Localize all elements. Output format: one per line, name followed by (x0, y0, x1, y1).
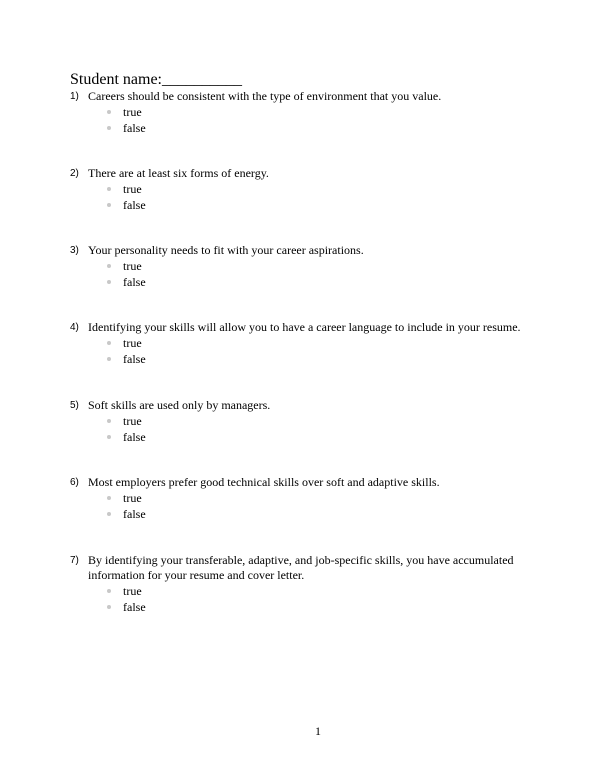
question-text: Soft skills are used only by managers. (88, 398, 271, 412)
bullet-icon (107, 357, 111, 361)
bullet-icon (107, 419, 111, 423)
question-text: By identifying your transferable, adaptive, and job-specific skills, you have accumulated information for your resume and cover letter. (88, 553, 514, 582)
bullet-icon (107, 280, 111, 284)
bullet-icon (107, 110, 111, 114)
bullet-icon (107, 203, 111, 207)
bullet-icon (107, 264, 111, 268)
option-label: false (123, 274, 146, 289)
bullet-icon (107, 187, 111, 191)
option-label: true (123, 491, 142, 505)
bullet-icon (107, 496, 111, 500)
option-false[interactable] (70, 352, 540, 368)
option-label: false (123, 599, 146, 614)
bullet-icon (107, 589, 111, 593)
option-label: false (123, 120, 146, 135)
question-number: 6) (70, 477, 79, 488)
option-false[interactable] (70, 275, 540, 291)
answer-options (70, 336, 540, 367)
option-label: false (123, 506, 146, 521)
bullet-icon (107, 435, 111, 439)
bullet-icon (107, 512, 111, 516)
answer-options (70, 491, 540, 522)
option-label: true (123, 259, 142, 273)
option-true[interactable] (70, 491, 540, 507)
answer-options (70, 259, 540, 290)
question-text: There are at least six forms of energy. (88, 166, 269, 180)
student-name-label: Student name:__________ (70, 71, 242, 88)
bullet-icon (107, 126, 111, 130)
question-1 (70, 89, 540, 136)
option-false[interactable] (70, 507, 540, 523)
question-row (70, 553, 540, 583)
option-true[interactable] (70, 182, 540, 198)
answer-options (70, 182, 540, 213)
answer-options (70, 105, 540, 136)
option-true[interactable] (70, 105, 540, 121)
bullet-icon (107, 605, 111, 609)
bullet-icon (107, 341, 111, 345)
question-2 (70, 166, 540, 213)
option-true[interactable] (70, 336, 540, 352)
option-label: false (123, 197, 146, 212)
option-true[interactable] (70, 584, 540, 600)
question-4 (70, 320, 540, 367)
question-row (70, 475, 540, 490)
option-label: true (123, 336, 142, 350)
question-row (70, 398, 540, 413)
option-false[interactable] (70, 430, 540, 446)
option-label: true (123, 105, 142, 119)
question-number: 7) (70, 555, 79, 566)
option-label: true (123, 414, 142, 428)
question-row (70, 166, 540, 181)
option-label: false (123, 351, 146, 366)
option-false[interactable] (70, 121, 540, 137)
question-text: Identifying your skills will allow you to have a career language to include in your resume. (88, 320, 521, 334)
option-false[interactable] (70, 600, 540, 616)
question-5 (70, 398, 540, 445)
question-number: 3) (70, 245, 79, 256)
question-row (70, 320, 540, 335)
page-number: 1 (315, 724, 321, 738)
question-7 (70, 553, 540, 615)
option-label: false (123, 429, 146, 444)
question-6 (70, 475, 540, 522)
option-label: true (123, 182, 142, 196)
option-false[interactable] (70, 198, 540, 214)
question-row (70, 89, 540, 104)
question-text: Most employers prefer good technical skills over soft and adaptive skills. (88, 475, 440, 489)
option-true[interactable] (70, 259, 540, 275)
answer-options (70, 414, 540, 445)
option-label: true (123, 584, 142, 598)
question-text: Your personality needs to fit with your career aspirations. (88, 243, 364, 257)
question-number: 2) (70, 168, 79, 179)
question-row (70, 243, 540, 258)
answer-options (70, 584, 540, 615)
question-number: 5) (70, 400, 79, 411)
question-text: Careers should be consistent with the type of environment that you value. (88, 89, 442, 103)
option-true[interactable] (70, 414, 540, 430)
question-number: 1) (70, 91, 79, 102)
question-3 (70, 243, 540, 290)
question-number: 4) (70, 322, 79, 333)
